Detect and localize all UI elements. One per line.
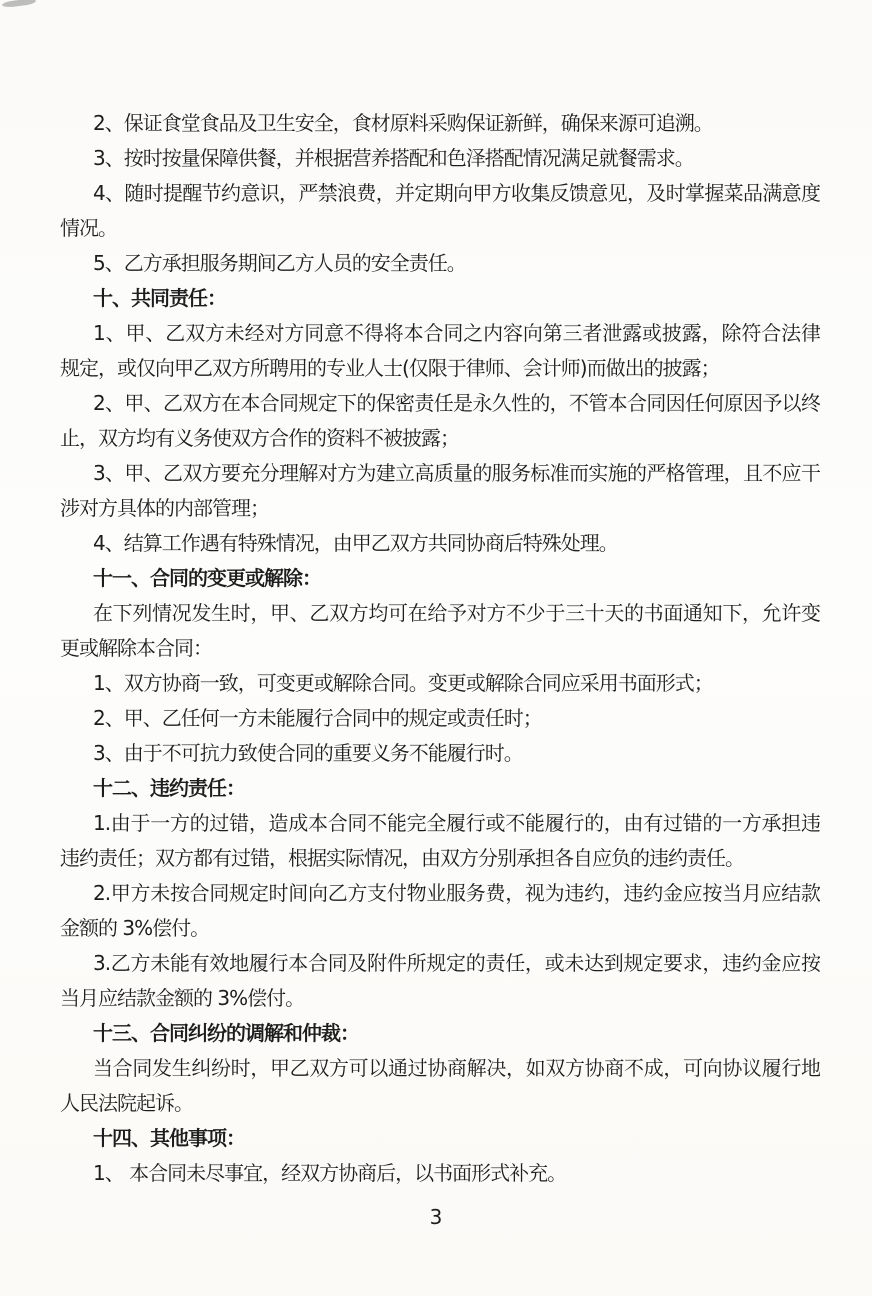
text-line: 更或解除本合同： bbox=[60, 636, 212, 660]
text-line: 涉对方具体的内部管理； bbox=[60, 496, 269, 520]
text-line: 违约责任；双方都有过错，根据实际情况，由双方分别承担各自应负的违约责任。 bbox=[60, 846, 744, 870]
text-line: 2、甲、乙双方在本合同规定下的保密责任是永久性的，不管本合同因任何原因予以终 bbox=[93, 391, 820, 415]
text-line: 4、结算工作遇有特殊情况，由甲乙双方共同协商后特殊处理。 bbox=[93, 531, 618, 555]
text-line: 4、随时提醒节约意识，严禁浪费，并定期向甲方收集反馈意见，及时掌握菜品满意度 bbox=[93, 181, 820, 205]
section-heading: 十三、合同纠纷的调解和仲裁： bbox=[93, 1021, 359, 1045]
text-line: 1、 本合同未尽事宜，经双方协商后，以书面形式补充。 bbox=[93, 1161, 567, 1185]
text-line: 在下列情况发生时，甲、乙双方均可在给予对方不少于三十天的书面通知下，允许变 bbox=[93, 601, 820, 625]
text-line: 金额的 3%偿付。 bbox=[60, 916, 210, 940]
text-line: 3、甲、乙双方要充分理解对方为建立高质量的服务标准而实施的严格管理，且不应干 bbox=[93, 461, 820, 485]
page-number: 3 bbox=[429, 1205, 443, 1229]
section-heading: 十二、违约责任： bbox=[93, 776, 245, 800]
text-line: 情况。 bbox=[60, 216, 117, 240]
text-line: 1、双方协商一致，可变更或解除合同。变更或解除合同应采用书面形式； bbox=[93, 671, 713, 695]
section-heading: 十四、其他事项： bbox=[93, 1126, 245, 1150]
text-line: 3.乙方未能有效地履行本合同及附件所规定的责任，或未达到规定要求，违约金应按 bbox=[93, 951, 820, 975]
scan-smudge bbox=[2, 0, 36, 8]
text-line: 当月应结款金额的 3%偿付。 bbox=[60, 986, 305, 1010]
text-line: 2、甲、乙任何一方未能履行合同中的规定或责任时； bbox=[93, 706, 542, 730]
text-line: 1、甲、乙双方未经对方同意不得将本合同之内容向第三者泄露或披露，除符合法律 bbox=[93, 321, 820, 345]
text-line: 3、按时按量保障供餐，并根据营养搭配和色泽搭配情况满足就餐需求。 bbox=[93, 146, 694, 170]
text-line: 当合同发生纠纷时，甲乙双方可以通过协商解决，如双方协商不成，可向协议履行地 bbox=[93, 1056, 820, 1080]
text-line: 2、保证食堂食品及卫生安全，食材原料采购保证新鲜，确保来源可追溯。 bbox=[93, 111, 713, 135]
text-line: 规定，或仅向甲乙双方所聘用的专业人士(仅限于律师、会计师)而做出的披露； bbox=[60, 356, 720, 380]
section-heading: 十一、合同的变更或解除： bbox=[93, 566, 321, 590]
text-line: 止，双方均有义务使双方合作的资料不被披露； bbox=[60, 426, 459, 450]
text-line: 2.甲方未按合同规定时间向乙方支付物业服务费，视为违约，违约金应按当月应结款 bbox=[93, 881, 820, 905]
document-body bbox=[60, 106, 820, 1191]
text-line: 人民法院起诉。 bbox=[60, 1091, 193, 1115]
section-heading: 十、共同责任： bbox=[93, 286, 226, 310]
text-line: 1.由于一方的过错，造成本合同不能完全履行或不能履行的，由有过错的一方承担违 bbox=[93, 811, 820, 835]
text-line: 5、乙方承担服务期间乙方人员的安全责任。 bbox=[93, 251, 466, 275]
text-line: 3、由于不可抗力致使合同的重要义务不能履行时。 bbox=[93, 741, 523, 765]
